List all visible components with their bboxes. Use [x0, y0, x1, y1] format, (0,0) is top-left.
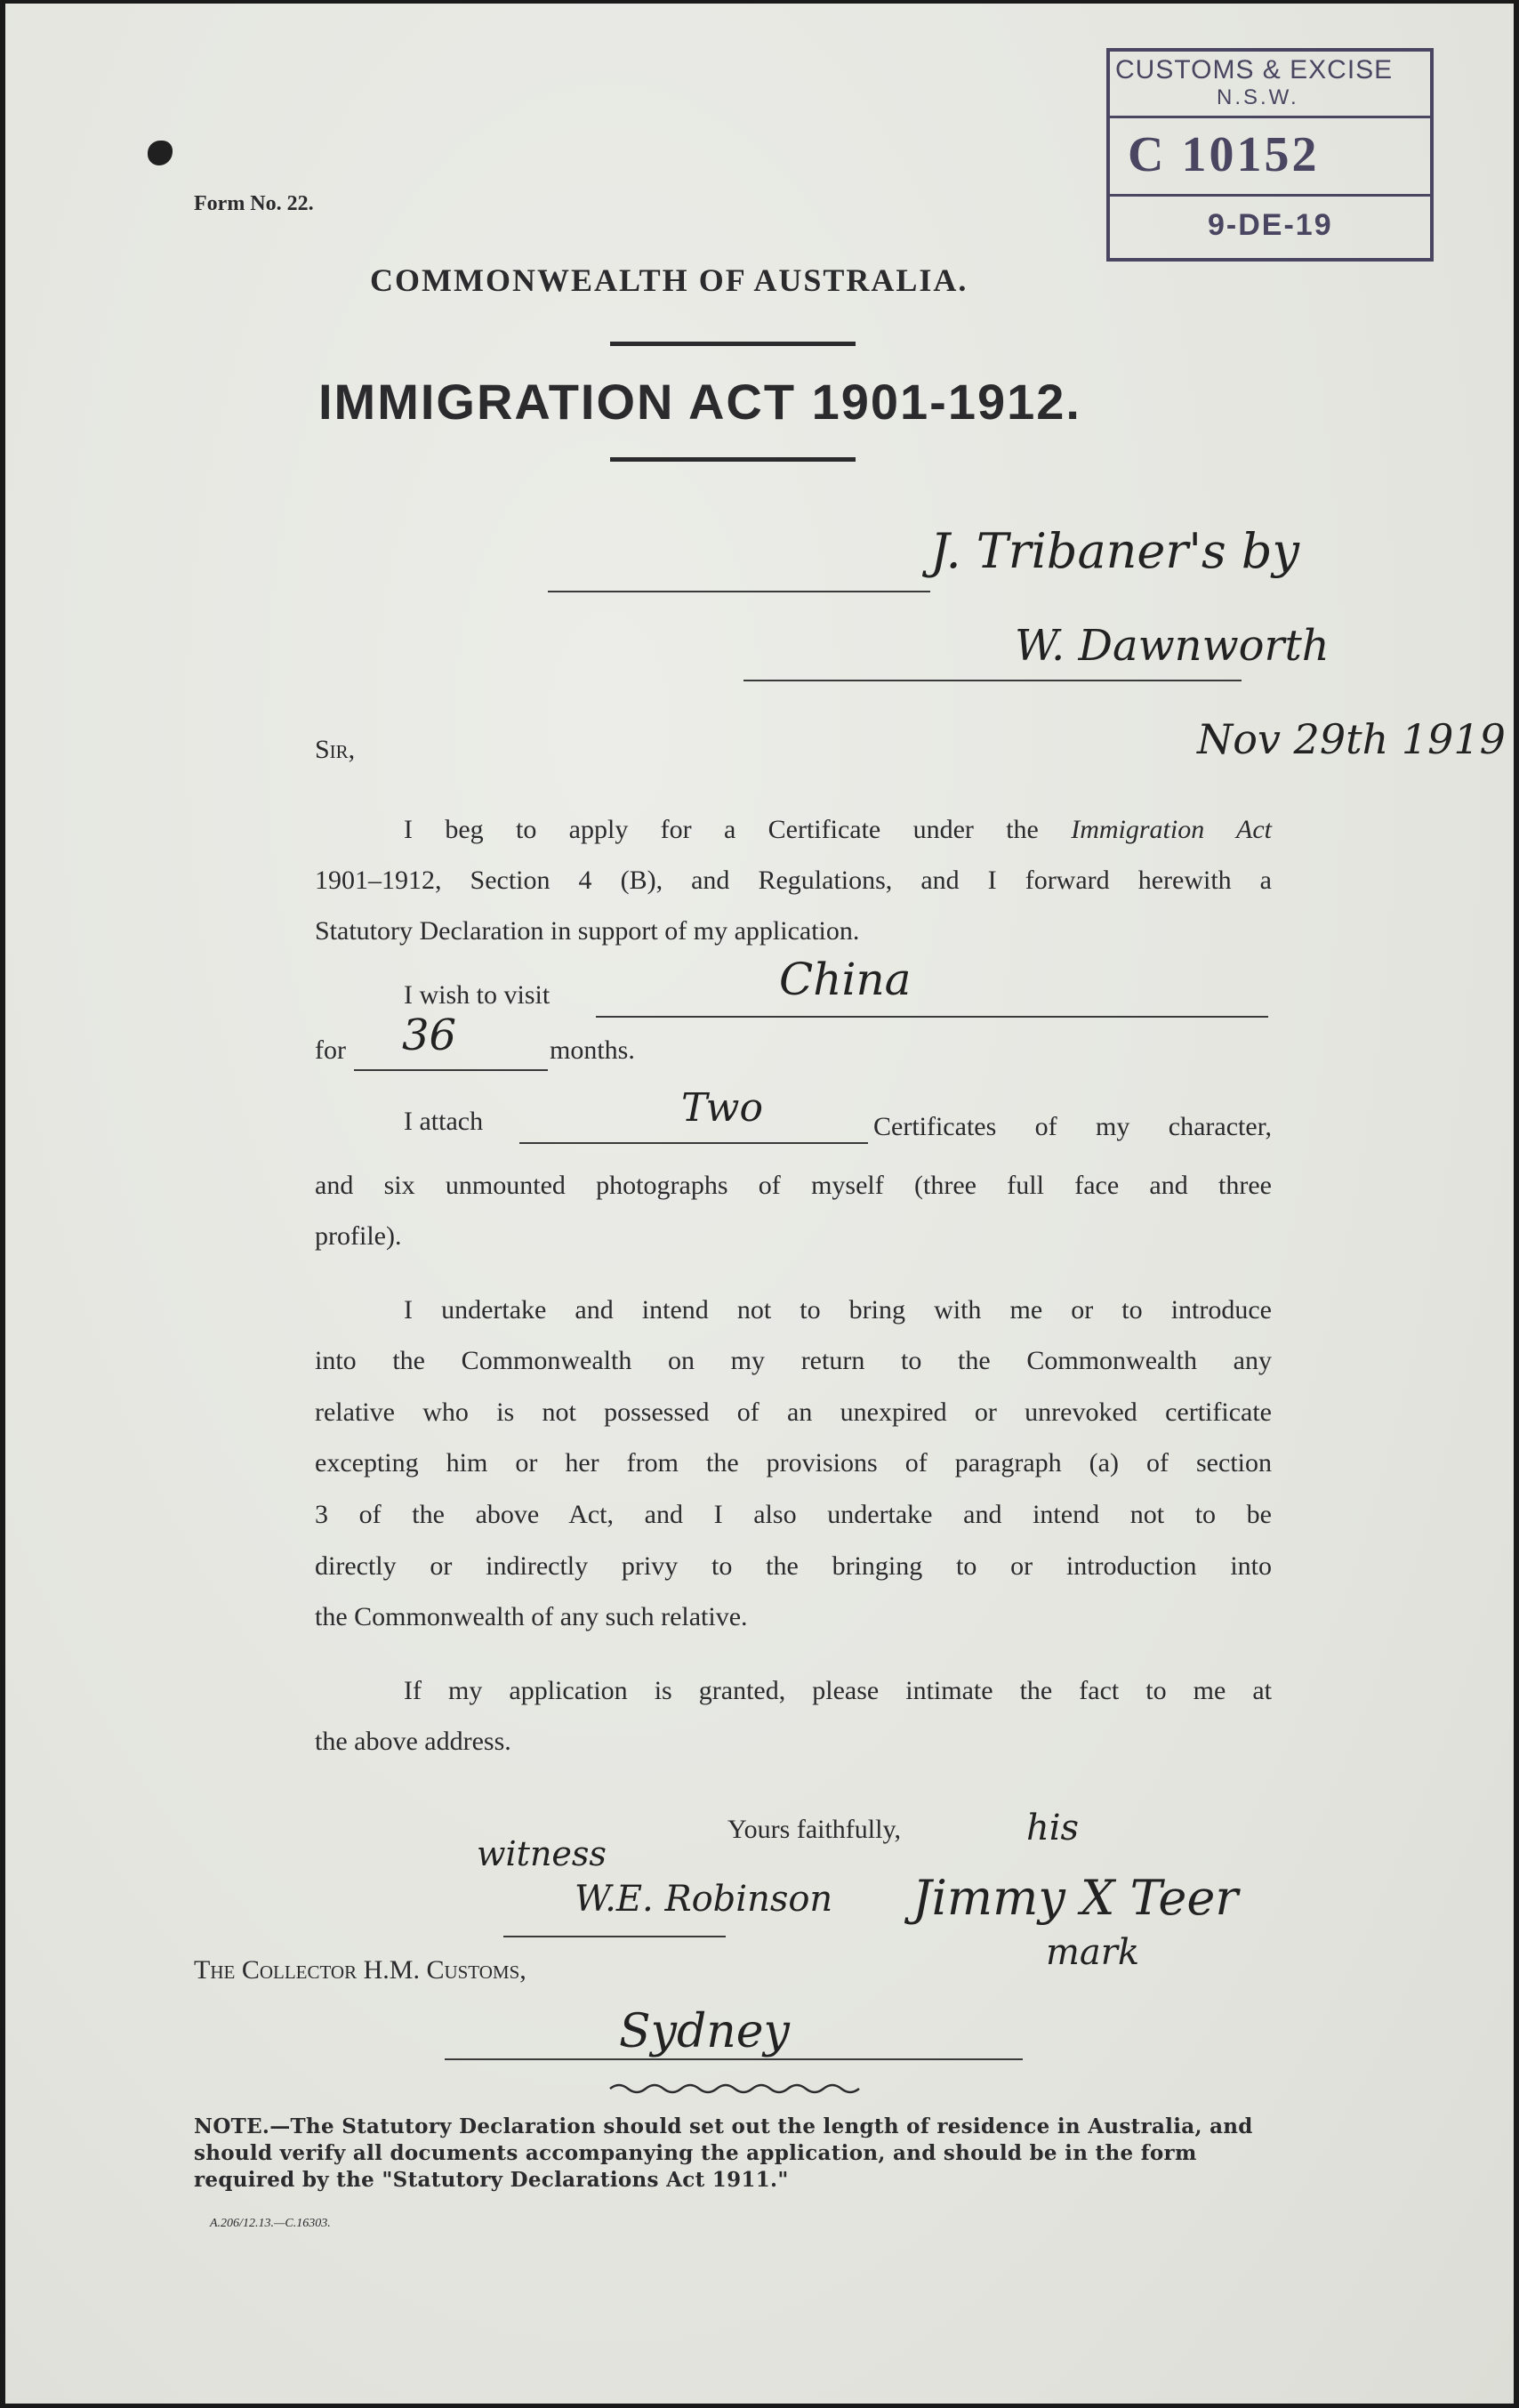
undertaking-line: 3 of the above Act, and I also undertake and intend not to be [315, 1500, 1272, 1529]
request-line: the above address. [315, 1727, 511, 1756]
witness-signature: W.E. Robinson [575, 1879, 833, 1920]
address-line [548, 591, 930, 592]
his-word: his [1026, 1808, 1080, 1848]
footnote: NOTE.—The Statutory Declaration should set out the length of residence in Australia, and should verify all documents accompanying the application, and should be in the form required by the "Statutory Declarations Act 1911." [194, 2114, 1253, 2192]
heading-rule [610, 457, 856, 462]
act-name: Immigration Act [1071, 815, 1272, 844]
undertaking-line: into the Commonwealth on my return to the Commonwealth any [315, 1346, 1272, 1375]
visit-destination: China [779, 954, 912, 1005]
applicant-signature: Jimmy X Teer [912, 1870, 1239, 1926]
visit-fill-line [596, 1016, 1268, 1018]
witness-word: witness [477, 1834, 607, 1873]
attach-label: I attach [404, 1107, 484, 1136]
attach-fill-line [519, 1142, 868, 1144]
undertaking-line: excepting him or her from the provisions of paragraph (a) of section [315, 1448, 1272, 1478]
address-line [743, 680, 1242, 681]
attach-text: Certificates of my character, [873, 1112, 1272, 1141]
act-title: IMMIGRATION ACT 1901-1912. [318, 374, 1081, 430]
stamp-number: C 10152 [1128, 127, 1320, 182]
request-line: If my application is granted, please intimate the fact to me at [404, 1676, 1272, 1705]
closing-phrase: Yours faithfully, [727, 1815, 902, 1844]
undertaking-line: directly or indirectly privy to the bringing to or introduction into [315, 1551, 1272, 1581]
address-line-1: J. Tribaner's by [930, 523, 1299, 579]
stamp-divider [1110, 194, 1430, 197]
salutation: Sir, [315, 735, 356, 764]
stamp-date: 9-DE-19 [1208, 208, 1333, 242]
paragraph-text: I beg to apply for a Certificate under the [404, 815, 1039, 844]
punch-hole [148, 141, 173, 165]
printer-code: A.206/12.13.—C.16303. [210, 2217, 331, 2230]
witness-underline [503, 1936, 726, 1937]
customs-stamp [1106, 48, 1434, 262]
heading-rule [610, 342, 856, 346]
stamp-divider [1110, 116, 1430, 118]
months-label: months. [550, 1035, 635, 1065]
months-fill-line [354, 1069, 548, 1071]
country-heading: COMMONWEALTH OF AUSTRALIA. [370, 262, 968, 298]
months-value: 36 [402, 1011, 457, 1060]
mark-word: mark [1046, 1932, 1140, 1973]
stamp-title: CUSTOMS & EXCISE [1115, 55, 1394, 85]
city-fill-line [445, 2058, 1023, 2060]
undertaking-line: relative who is not possessed of an unexpired or unrevoked certificate [315, 1397, 1272, 1427]
address-line-2: W. Dawnworth [1015, 621, 1330, 671]
body-paragraph-1-line-2: 1901–1912, Section 4 (B), and Regulations, and I forward herewith a [315, 866, 1272, 895]
body-paragraph-1 [315, 804, 1272, 855]
address-date: Nov 29th 1919 [1197, 715, 1506, 763]
undertaking-line: I undertake and intend not to bring with me or to introduce [404, 1295, 1272, 1325]
document-page [5, 4, 1514, 2404]
stamp-subtitle: N.S.W. [1217, 85, 1299, 109]
undertaking-line: the Commonwealth of any such relative. [315, 1602, 748, 1631]
addressee-city: Sydney [619, 2005, 790, 2058]
visit-label: I wish to visit [404, 980, 551, 1010]
addressee: The Collector H.M. Customs, [194, 1955, 526, 1985]
for-label: for [315, 1035, 346, 1065]
attach-line-3: profile). [315, 1221, 402, 1251]
body-paragraph-1-line-3: Statutory Declaration in support of my application. [315, 916, 860, 946]
attach-value: Two [681, 1085, 763, 1131]
form-number: Form No. 22. [194, 192, 314, 215]
flourish-underline [607, 2080, 873, 2098]
attach-line-2: and six unmounted photographs of myself (three full face and three [315, 1171, 1272, 1200]
